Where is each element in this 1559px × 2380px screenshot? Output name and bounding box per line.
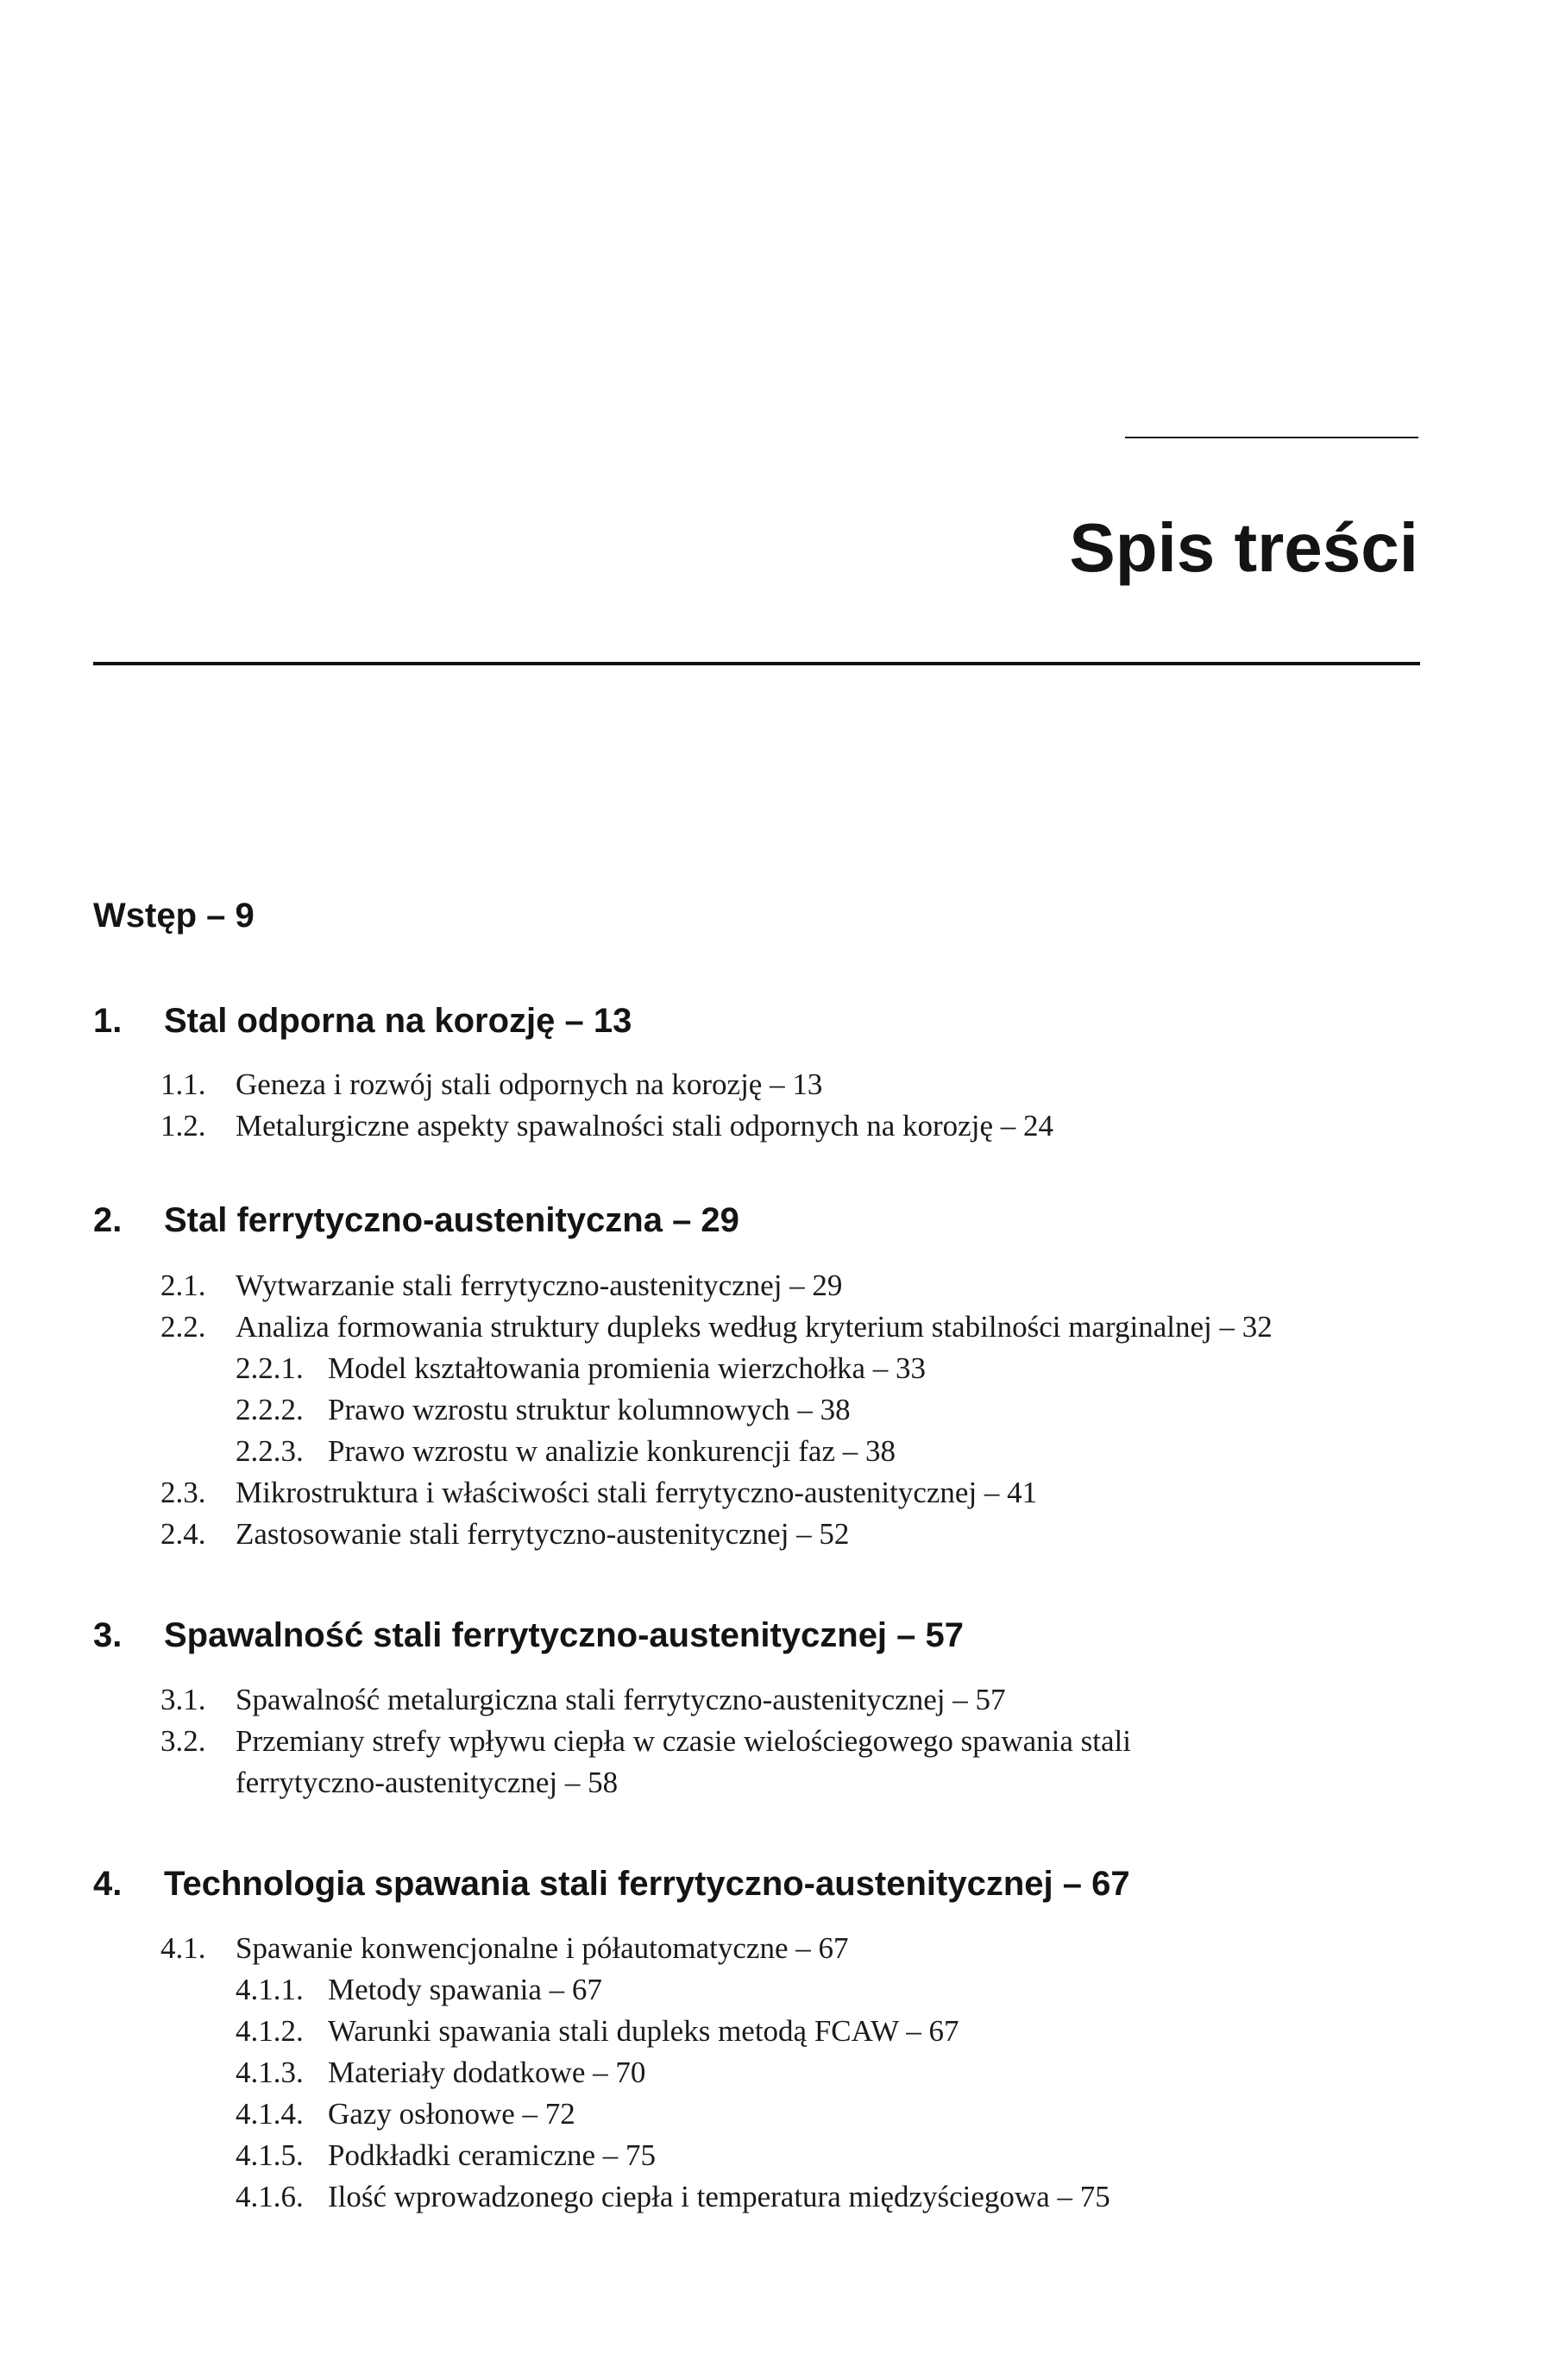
entry-text: Metody spawania – 67 xyxy=(328,1973,602,2006)
entry-number: 4.1.6. xyxy=(236,2180,304,2213)
entry-number: 2.3. xyxy=(160,1476,206,1509)
entry-text: Warunki spawania stali dupleks metodą FCAW – 67 xyxy=(328,2014,959,2048)
chapter-number: 1. xyxy=(93,1002,123,1040)
entry-text: Ilość wprowadzonego ciepła i temperatura międzyściegowa – 75 xyxy=(328,2180,1110,2213)
entry-text: ferrytyczno-austenitycznej – 58 xyxy=(236,1766,619,1799)
entry-number: 2.2. xyxy=(160,1310,206,1344)
chapter-number: 3. xyxy=(93,1616,123,1654)
entry-number: 4.1.4. xyxy=(236,2097,304,2131)
entry-number: 4.1. xyxy=(160,1931,206,1965)
entry-text: Mikrostruktura i właściwości stali ferrytyczno-austenitycznej – 41 xyxy=(236,1476,1038,1509)
entry-text: Gazy osłonowe – 72 xyxy=(328,2097,575,2131)
entry-text: Spawanie konwencjonalne i półautomatyczne – 67 xyxy=(236,1931,849,1965)
entry-number: 4.1.5. xyxy=(236,2138,304,2172)
entry-number: 2.4. xyxy=(160,1517,206,1551)
entry-number: 2.1. xyxy=(160,1269,206,1302)
entry-number: 2.2.3. xyxy=(236,1434,304,1468)
chapter-title: Stal ferrytyczno-austenityczna – 29 xyxy=(164,1201,739,1239)
chapter-title: Stal odporna na korozję – 13 xyxy=(164,1002,632,1040)
chapter-number: 4. xyxy=(93,1865,123,1903)
chapter-number: 2. xyxy=(93,1201,123,1239)
toc-intro-text: Wstęp – 9 xyxy=(93,897,255,935)
entry-number: 3.1. xyxy=(160,1683,206,1716)
entry-number: 4.1.3. xyxy=(236,2056,304,2089)
entry-text: Wytwarzanie stali ferrytyczno-austenitycznej – 29 xyxy=(236,1269,843,1302)
entry-text: Podkładki ceramiczne – 75 xyxy=(328,2138,657,2172)
chapter-title: Spawalność stali ferrytyczno-austenitycznej – 57 xyxy=(164,1616,965,1654)
entry-text: Materiały dodatkowe – 70 xyxy=(328,2056,646,2089)
entry-text: Prawo wzrostu struktur kolumnowych – 38 xyxy=(328,1393,851,1426)
entry-text: Model kształtowania promienia wierzchołka – 33 xyxy=(328,1351,926,1385)
entry-number: 3.2. xyxy=(160,1724,206,1758)
entry-number: 1.1. xyxy=(160,1067,206,1101)
entry-number: 1.2. xyxy=(160,1109,206,1143)
entry-text: Prawo wzrostu w analizie konkurencji faz – 38 xyxy=(328,1434,896,1468)
entry-text: Przemiany strefy wpływu ciepła w czasie wielościegowego spawania stali xyxy=(236,1724,1131,1758)
entry-number: 2.2.1. xyxy=(236,1351,304,1385)
page-title: Spis treści xyxy=(1069,509,1418,586)
entry-number: 4.1.2. xyxy=(236,2014,304,2048)
entry-text: Analiza formowania struktury dupleks według kryterium stabilności marginalnej – 32 xyxy=(236,1310,1273,1344)
entry-text: Zastosowanie stali ferrytyczno-austenitycznej – 52 xyxy=(236,1517,850,1551)
entry-text: Spawalność metalurgiczna stali ferrytyczno-austenitycznej – 57 xyxy=(236,1683,1006,1716)
entry-text: Geneza i rozwój stali odpornych na korozję – 13 xyxy=(236,1067,823,1101)
chapter-title: Technologia spawania stali ferrytyczno-austenitycznej – 67 xyxy=(164,1865,1130,1903)
toc-intro xyxy=(93,894,255,937)
entry-number: 2.2.2. xyxy=(236,1393,304,1426)
entry-number: 4.1.1. xyxy=(236,1973,304,2006)
entry-text: Metalurgiczne aspekty spawalności stali odpornych na korozję – 24 xyxy=(236,1109,1053,1143)
